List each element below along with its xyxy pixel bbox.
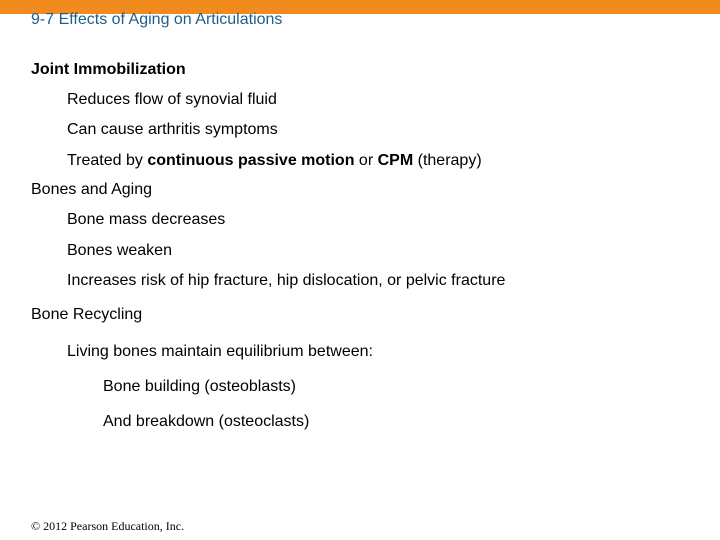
bullet-arthritis-symptoms: Can cause arthritis symptoms (67, 121, 278, 138)
treated-by-term-cpm: CPM (377, 152, 414, 169)
subbullet-breakdown: And breakdown (osteoclasts) (103, 413, 310, 430)
treated-by-prefix: Treated by (67, 152, 148, 169)
bullet-bones-weaken: Bones weaken (67, 242, 172, 259)
subbullet-bone-building: Bone building (osteoblasts) (103, 378, 297, 395)
treated-by-suffix: (therapy) (413, 152, 482, 169)
treated-by-term-cpm-long: continuous passive motion (147, 152, 355, 169)
treated-by-or: or (354, 152, 378, 169)
slide-title: 9-7 Effects of Aging on Articulations (31, 11, 283, 28)
bullet-treated-by (67, 151, 482, 171)
section-heading-bones-and-aging: Bones and Aging (31, 181, 152, 198)
bullet-equilibrium: Living bones maintain equilibrium between: (67, 343, 373, 360)
section-heading-bone-recycling: Bone Recycling (31, 306, 143, 323)
copyright-footer: © 2012 Pearson Education, Inc. (31, 519, 185, 533)
bullet-fracture-risk: Increases risk of hip fracture, hip dislocation, or pelvic fracture (67, 272, 506, 289)
bullet-bone-mass: Bone mass decreases (67, 211, 226, 228)
section-heading-joint-immobilization: Joint Immobilization (31, 61, 186, 78)
bullet-synovial-fluid: Reduces flow of synovial fluid (67, 91, 277, 108)
